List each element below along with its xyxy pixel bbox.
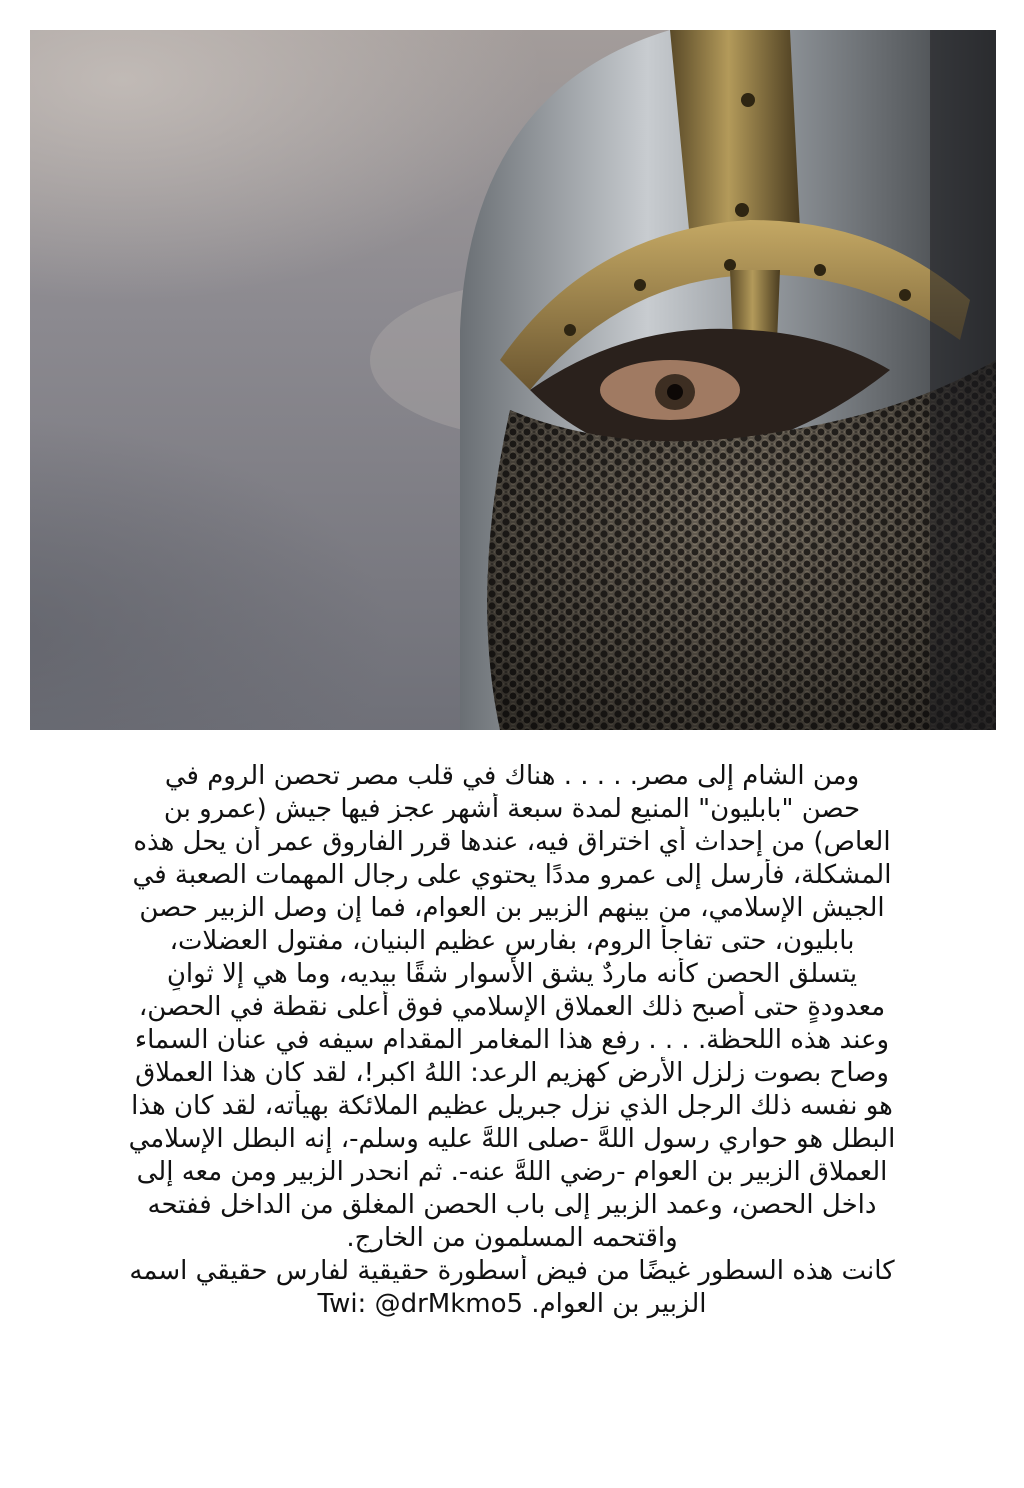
story-line: يتسلق الحصن كأنه ماردٌ يشق الأسوار شقًا بيديه، وما هي إلا ثوانٍ <box>166 959 858 989</box>
story-line: بابليون، حتى تفاجأ الروم، بفارسٍ عظيم البنيان، مفتول العضلات، <box>169 926 855 956</box>
story-text <box>56 760 968 1460</box>
story-line: حصن "بابليون" المنيع لمدة سبعة أشهر عجز فيها جيش (عمرو بن <box>163 794 861 824</box>
story-line: العاص) من إحداث أي اختراق فيه، عندها قرر الفاروق عمر أن يحل هذه <box>133 827 891 857</box>
chainmail-helmet-image <box>30 30 996 730</box>
story-line: ومن الشام إلى مصر. . . . . هناك في قلب مصر تحصن الروم في <box>164 761 860 791</box>
story-line: هو نفسه ذلك الرجل الذي نزل جبريل عظيم الملائكة بهيأته، لقد كان هذا <box>131 1091 893 1121</box>
story-line: داخل الحصن، وعمد الزبير إلى باب الحصن المغلق من الداخل ففتحه <box>147 1190 877 1220</box>
story-line: واقتحمه المسلمون من الخارج. <box>346 1223 678 1253</box>
story-line: معدودةٍ حتى أصبح ذلك العملاق الإسلامي فوق أعلى نقطة في الحصن، <box>138 992 886 1022</box>
story-line: العملاق الزبير بن العوام -رضي اللهَّ عنه-. ثم انحدر الزبير ومن معه إلى <box>136 1157 888 1187</box>
story-line: المشكلة، فأرسل إلى عمرو مددًا يحتوي على رجال المهمات الصعبة في <box>132 860 892 890</box>
signature-line: الزبير بن العوام. Twi: @drMkmo5 <box>317 1289 707 1319</box>
story-line: البطل هو حواري رسول اللهَّ -صلى اللهَّ عليه وسلم-، إنه البطل الإسلامي <box>128 1124 896 1154</box>
story-line: كانت هذه السطور غيضًا من فيض أسطورة حقيقية لفارس حقيقي اسمه <box>129 1256 895 1286</box>
story-line: الجيش الإسلامي، من بينهم الزبير بن العوام، فما إن وصل الزبير حصن <box>139 893 885 923</box>
story-line: وصاح بصوت زلزل الأرض كهزيم الرعد: اللهُ اكبر!، لقد كان هذا العملاق <box>135 1058 889 1088</box>
helmet-warrior-photo <box>30 30 996 730</box>
story-line: وعند هذه اللحظة. . . . رفع هذا المغامر المقدام سيفه في عنان السماء <box>134 1025 890 1055</box>
